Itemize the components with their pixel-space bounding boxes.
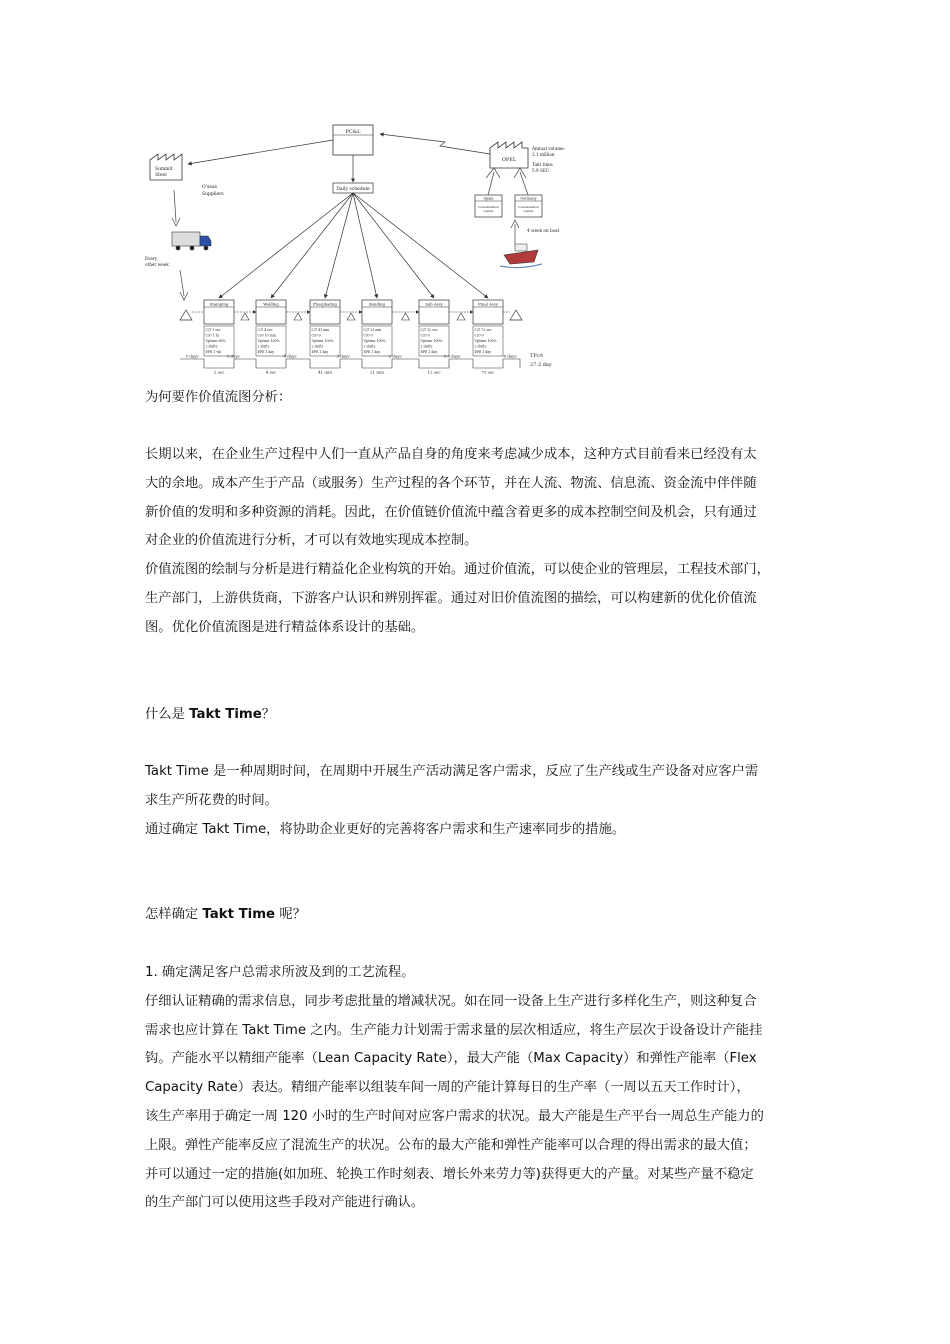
consolidation-1-sub2: Center bbox=[483, 209, 494, 213]
consolidation-1-title: Spain bbox=[483, 196, 494, 201]
process-data-line: C/T 72 sec bbox=[474, 328, 492, 332]
process-name: Final Assy bbox=[478, 301, 498, 307]
takt-steps-paragraph-line: 该生产率用于确定一周 120 小时的生产时间对应客户需求的状况。最大产能是生产平台一周总生产能力的 bbox=[145, 1108, 764, 1124]
inventory-triangle bbox=[402, 313, 410, 320]
process-data-line: EPE 1 day bbox=[257, 350, 275, 354]
process-data-line: C/T 41 min bbox=[311, 328, 330, 332]
consolidation-box-1 bbox=[475, 195, 502, 217]
process-name: Phosphating bbox=[313, 301, 337, 307]
takt-steps-paragraph-line: 上限。弹性产能率反应了混流生产的状况。公布的最大产能和弹性产能率可以合理的得出需求的最大值； bbox=[145, 1137, 757, 1153]
timeline-days-label: 2 days bbox=[388, 353, 402, 359]
vsm-paragraph-line: 生产部门，上游供货商，下游客户认识和辨别挥霍。通过对旧价值流图的描绘，可以构建新的优化价值流 bbox=[145, 590, 757, 606]
inventory-triangle bbox=[241, 313, 249, 320]
heading-how-takt-pre: 怎样确定 bbox=[145, 907, 203, 922]
other-supplier-line2: Suppliers bbox=[202, 192, 224, 197]
process-data-line: C/O 10 min bbox=[257, 333, 276, 338]
timeline-time-label: 21 min bbox=[369, 369, 385, 375]
ship-frequency-line1: Every bbox=[145, 256, 158, 261]
heading-what-is-takt-post: ？ bbox=[261, 707, 276, 722]
inventory-triangle bbox=[457, 313, 465, 320]
timeline-days-label: 0.6 days bbox=[443, 353, 461, 359]
process-data-line: C/O 0 bbox=[474, 333, 484, 338]
timeline-time-label: 41 min bbox=[317, 369, 333, 375]
process-data-line: 2 shifts bbox=[311, 344, 324, 349]
inventory-triangle bbox=[347, 313, 355, 320]
process-data-line: Uptime 100% bbox=[311, 339, 334, 343]
process-data-line: Uptime 100% bbox=[420, 339, 443, 343]
process-data-line: C/O 1 hr bbox=[205, 333, 220, 338]
process-name: Bonding bbox=[368, 301, 386, 307]
vsm-paragraph-line: 大的余地。成本产生于产品（或服务）生产过程的各个环节，并在人流、物流、信息流、资金流中伴伴随 bbox=[145, 475, 757, 491]
process-data-line: C/T 21 min bbox=[363, 328, 382, 332]
total-value: 27.2 day bbox=[530, 362, 552, 368]
process-data-line: C/O 0 bbox=[311, 333, 321, 338]
process-data-line: C/T 12 sec bbox=[420, 328, 438, 332]
inventory-triangle bbox=[294, 313, 302, 320]
vsm-paragraph-line: 对企业的价值流进行分析，才可以有效地实现成本控制。 bbox=[145, 533, 478, 549]
process-name: Stamping bbox=[209, 301, 229, 307]
truck-icon bbox=[172, 232, 211, 250]
process-data-line: C/O 0 bbox=[363, 333, 373, 338]
takt-steps-paragraph-line: 的生产部门可以使用这些手段对产能进行确认。 bbox=[145, 1195, 425, 1211]
heading-how-takt-post: 呢？ bbox=[275, 907, 306, 922]
schedule-arrow bbox=[325, 193, 353, 298]
process-data-line: EPE 1 day bbox=[311, 350, 329, 354]
paragraph-vsm bbox=[145, 441, 825, 643]
customer-info-1: Annual volume: bbox=[532, 146, 566, 151]
inventory-triangle-start bbox=[180, 310, 192, 320]
consolidation-2-sub2: Center bbox=[523, 209, 534, 213]
takt-steps-paragraph-line: Capacity Rate）表达。精细产能率以组装车间一周的产能计算每日的生产率（一周以五天工作时计）， bbox=[145, 1080, 750, 1096]
vsm-paragraph-line: 新价值的发明和多种资源的消耗。因此，在价值链价值流中蕴含着更多的成本控制空间及机会，只有通过 bbox=[145, 504, 757, 520]
schedule-arrow bbox=[219, 193, 353, 298]
takt-steps-paragraph-line: 钩。产能水平以精细产能率（Lean Capacity Rate），最大产能（Max Capacity）和弹性产能率（Flex bbox=[145, 1051, 757, 1067]
total-label: TPc/t bbox=[530, 353, 544, 359]
process-data-line: 2 shifts bbox=[363, 344, 376, 349]
process-data-line: 2 shifts bbox=[257, 344, 270, 349]
timeline-ladder bbox=[180, 359, 520, 368]
process-data-line: 2 shifts bbox=[474, 344, 487, 349]
value-stream-map-diagram bbox=[140, 120, 580, 375]
process-data-line: EPE 1 day bbox=[474, 350, 492, 354]
process-data-line: Uptime 100% bbox=[363, 339, 386, 343]
ship-icon bbox=[500, 244, 542, 268]
heading-what-is-takt-pre: 什么是 bbox=[145, 707, 190, 722]
heading-what-is-takt-term: Takt Time bbox=[189, 707, 262, 722]
timeline-time-label: 4 sec bbox=[265, 369, 277, 375]
takt-steps-paragraph-line: 需求也应计算在 Takt Time 之内。生产能力计划需于需求量的层次相适应，将生产层次于设备设计产能挂 bbox=[145, 1022, 763, 1038]
production-control-box bbox=[333, 125, 373, 155]
consolidation-box-2 bbox=[515, 195, 542, 217]
schedule-arrow bbox=[271, 193, 353, 298]
consolidation-2-title: Germany bbox=[520, 196, 537, 201]
takt-paragraph-line: 求生产所花费的时间。 bbox=[145, 792, 278, 808]
heading-why-vsm: 为何要作价值流图分析： bbox=[145, 390, 292, 405]
supplier-name-line1: Summit bbox=[155, 167, 173, 172]
process-data-line: 2 shifts bbox=[205, 344, 218, 349]
timeline-days-label: 5 days bbox=[185, 353, 199, 359]
paragraph-takt-steps bbox=[145, 959, 825, 1218]
takt-steps-paragraph-line: 仔细认证精确的需求信息，同步考虑批量的增减状况。如在同一设备上生产进行多样化生产，则这种复合 bbox=[145, 993, 757, 1009]
boat-note: 4 week on boat bbox=[527, 228, 560, 233]
vsm-paragraph-line: 图。优化价值流图是进行精益体系设计的基础。 bbox=[145, 619, 425, 635]
process-name: Sub Assy bbox=[425, 301, 443, 307]
heading-how-takt-term: Takt Time bbox=[202, 907, 276, 922]
timeline-time-label: 2 sec bbox=[213, 369, 225, 375]
process-data-line: 2 shifts bbox=[420, 344, 433, 349]
vsm-paragraph-line: 长期以来，在企业生产过程中人们一直从产品自身的角度来考虑减少成本，这种方式目前看来已经没有太 bbox=[145, 447, 757, 462]
process-data-line: Uptime 100% bbox=[257, 339, 280, 343]
takt-paragraph-line: 通过确定 Takt Time，将协助企业更好的完善将客户需求和生产速率同步的措施。 bbox=[145, 821, 626, 837]
process-data-line: C/O 0 bbox=[420, 333, 430, 338]
process-name: Welding bbox=[263, 301, 279, 307]
ship-frequency-line2: other week bbox=[145, 262, 169, 267]
timeline-time-label: 72 sec bbox=[481, 369, 495, 375]
customer-info-2: 2.1 million bbox=[532, 152, 555, 157]
consolidation-2-sub1: Consolidation bbox=[518, 205, 539, 209]
takt-steps-paragraph-line: 1. 确定满足客户总需求所波及到的工艺流程。 bbox=[145, 965, 415, 980]
production-control-label: PC&L bbox=[345, 129, 361, 135]
process-data-line: Uptime 85% bbox=[205, 339, 226, 343]
takt-paragraph-line: Takt Time 是一种周期时间，在周期中开展生产活动满足客户需求，反应了生产线或生产设备对应客户需 bbox=[145, 764, 759, 779]
supplier-name-line2: Steel bbox=[155, 173, 167, 178]
customer-factory-icon bbox=[490, 142, 528, 168]
timeline-time-label: 12 sec bbox=[427, 369, 441, 375]
heading-what-is-takt bbox=[145, 701, 825, 730]
customer-info-3: Takt time: bbox=[532, 162, 554, 167]
timeline-days-label: 3 days bbox=[226, 353, 240, 359]
timeline-days-label: 6 days bbox=[503, 353, 517, 359]
process-data-line: C/T 1 sec bbox=[205, 328, 221, 332]
process-data-line: EPE 1 day bbox=[363, 350, 381, 354]
vsm-paragraph-line: 价值流图的绘制与分析是进行精益化企业构筑的开始。通过价值流，可以使企业的管理层，工程技术部门， bbox=[145, 562, 770, 578]
timeline-days-label: 4 days bbox=[283, 353, 297, 359]
article-body bbox=[145, 384, 825, 413]
process-data-line: C/T 4 sec bbox=[257, 328, 273, 332]
paragraph-takt-definition bbox=[145, 758, 825, 844]
supplier-factory-icon bbox=[150, 154, 182, 180]
process-data-line: EPE 1 wk bbox=[205, 350, 222, 354]
process-data-line: EPE 1 day bbox=[420, 350, 438, 354]
customer-info-4: 5.9 SEC bbox=[532, 168, 550, 173]
takt-steps-paragraph-line: 并可以通过一定的措施(如加班、轮换工作时刻表、增长外来劳力等)获得更大的产量。对某些产量不稳定 bbox=[145, 1166, 754, 1182]
heading-how-determine-takt bbox=[145, 901, 825, 930]
consolidation-1-sub1: Consolidation bbox=[478, 205, 499, 209]
daily-schedule-label: Daily schedule bbox=[336, 187, 370, 192]
process-data-line: Uptime 100% bbox=[474, 339, 497, 343]
other-supplier-line1: O'seas bbox=[202, 185, 217, 190]
timeline-days-label: 3 days bbox=[336, 353, 350, 359]
inventory-triangle-end bbox=[510, 310, 522, 320]
customer-label: OPEL bbox=[501, 157, 517, 163]
